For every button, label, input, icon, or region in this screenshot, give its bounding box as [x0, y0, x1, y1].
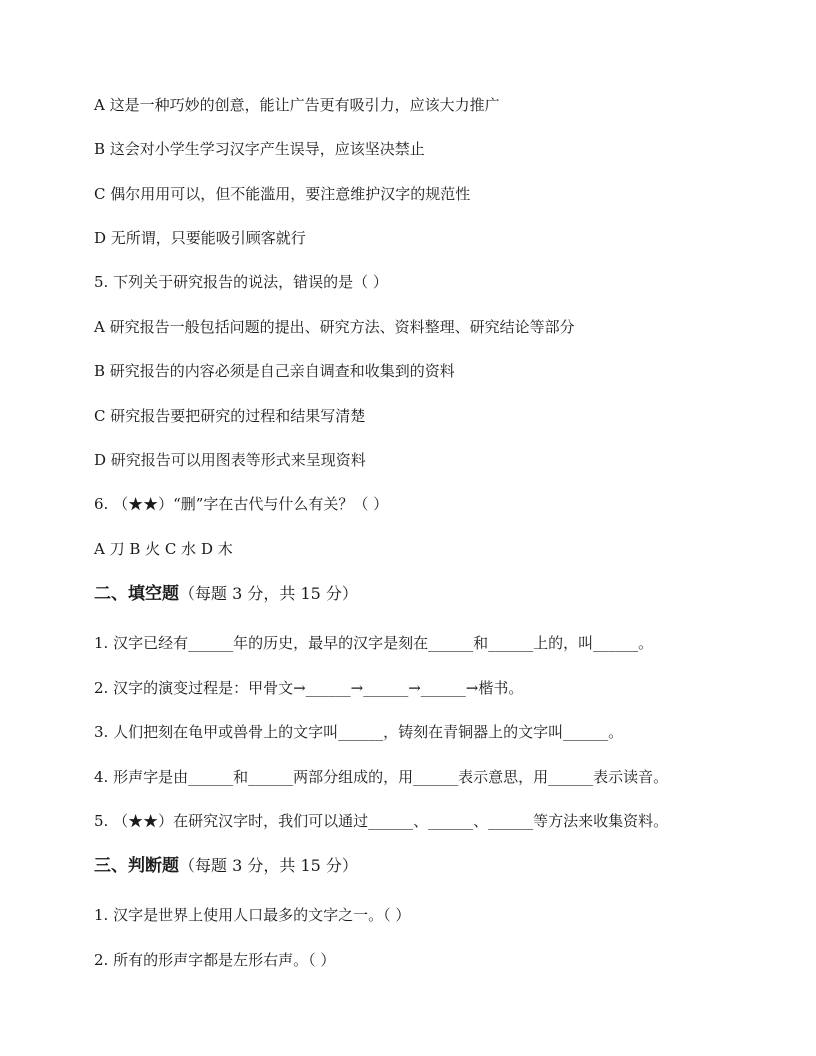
section2-note: （每题 3 分，共 15 分）	[179, 584, 358, 603]
q5-option-d: D 研究报告可以用图表等形式来呈现资料	[94, 451, 366, 469]
q4-option-a: A 这是一种巧妙的创意，能让广告更有吸引力，应该大力推广	[94, 96, 500, 114]
section2-heading	[94, 583, 358, 605]
q4-option-d: D 无所谓，只要能吸引顾客就行	[94, 229, 306, 247]
section3-heading	[94, 855, 358, 877]
q4-option-b: B 这会对小学生学习汉字产生误导，应该坚决禁止	[94, 140, 425, 158]
q5-stem: 5. 下列关于研究报告的说法，错误的是（ ）	[94, 273, 388, 291]
fill-item-3: 3. 人们把刻在龟甲或兽骨上的文字叫______，铸刻在青铜器上的文字叫______。	[94, 723, 624, 741]
fill-item-2: 2. 汉字的演变过程是：甲骨文→______→______→______→楷书。	[94, 679, 524, 697]
q6-stem: 6. （★★）“删”字在古代与什么有关？（ ）	[94, 495, 389, 513]
q5-option-b: B 研究报告的内容必须是自己亲自调查和收集到的资料	[94, 362, 455, 380]
section3-title: 三、判断题	[94, 856, 179, 876]
q5-option-c: C 研究报告要把研究的过程和结果写清楚	[94, 407, 366, 425]
section3-note: （每题 3 分，共 15 分）	[179, 856, 358, 875]
fill-item-5: 5. （★★）在研究汉字时，我们可以通过______、______、______等方法来收集资料。	[94, 812, 669, 830]
q4-option-c: C 偶尔用用可以，但不能滥用，要注意维护汉字的规范性	[94, 185, 471, 203]
fill-item-4: 4. 形声字是由______和______两部分组成的，用______表示意思，用______表示读音。	[94, 768, 669, 786]
fill-item-1: 1. 汉字已经有______年的历史，最早的汉字是刻在______和______上的，叫______。	[94, 634, 654, 652]
judge-item-1: 1. 汉字是世界上使用人口最多的文字之一。（ ）	[94, 906, 411, 924]
judge-item-2: 2. 所有的形声字都是左形右声。（ ）	[94, 951, 336, 969]
q6-options: A 刀 B 火 C 水 D 木	[94, 540, 233, 558]
section2-title: 二、填空题	[94, 584, 179, 604]
q5-option-a: A 研究报告一般包括问题的提出、研究方法、资料整理、研究结论等部分	[94, 318, 575, 336]
